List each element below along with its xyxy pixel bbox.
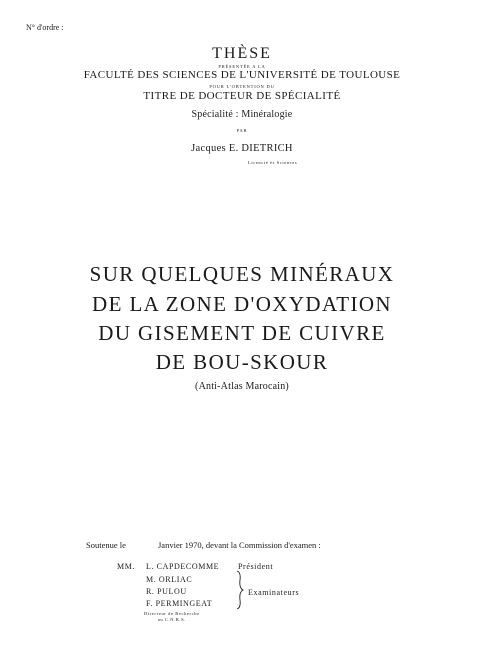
jury-examiner-2: R. PULOU: [146, 587, 187, 596]
jury-mm-label: MM.: [117, 562, 136, 571]
degree-title: TITRE DE DOCTEUR DE SPÉCIALITÉ: [143, 90, 341, 102]
pour-obtention-label: POUR L'OBTENTION DU: [209, 84, 275, 89]
presentee-label: PRÉSENTÉE A LA: [218, 64, 266, 69]
thesis-title-line-4: DE BOU-SKOUR: [155, 350, 329, 374]
jury-president-name: L. CAPDECOMME: [146, 562, 220, 571]
thesis-title-line-1: SUR QUELQUES MINÉRAUX: [89, 262, 395, 286]
par-label: PAR: [236, 128, 248, 133]
defense-label: Soutenue le: [86, 540, 126, 550]
these-heading: THÈSE: [212, 45, 272, 62]
specialty: Spécialité : Minéralogie: [191, 109, 293, 120]
defense-date: Janvier 1970, devant la Commission d'examen :: [158, 540, 321, 550]
order-number-label: N° d'ordre :: [26, 23, 64, 32]
examiners-brace: [236, 570, 244, 610]
thesis-title-line-3: DU GISEMENT DE CUIVRE: [98, 321, 386, 345]
faculty-name: FACULTÉ DES SCIENCES DE L'UNIVERSITÉ DE TOULOUSE: [83, 69, 401, 81]
thesis-title-line-2: DE LA ZONE D'OXYDATION: [92, 292, 392, 316]
jury-examiners-role: Examinateurs: [248, 588, 300, 597]
thesis-subtitle: (Anti-Atlas Marocain): [195, 381, 289, 392]
cnrs-note-line-1: Directeur de Recherche: [144, 611, 200, 616]
author-grade: Licencié ès Sciences: [248, 160, 298, 165]
jury-president-role: Président: [238, 562, 274, 571]
jury-examiner-3: F. PERMINGEAT: [146, 599, 213, 608]
cnrs-note: [144, 611, 200, 623]
author-name: Jacques E. DIETRICH: [191, 143, 293, 154]
cnrs-note-line-2: au C.N.R.S.: [157, 617, 186, 622]
jury-examiner-1: M. ORLIAC: [146, 575, 193, 584]
